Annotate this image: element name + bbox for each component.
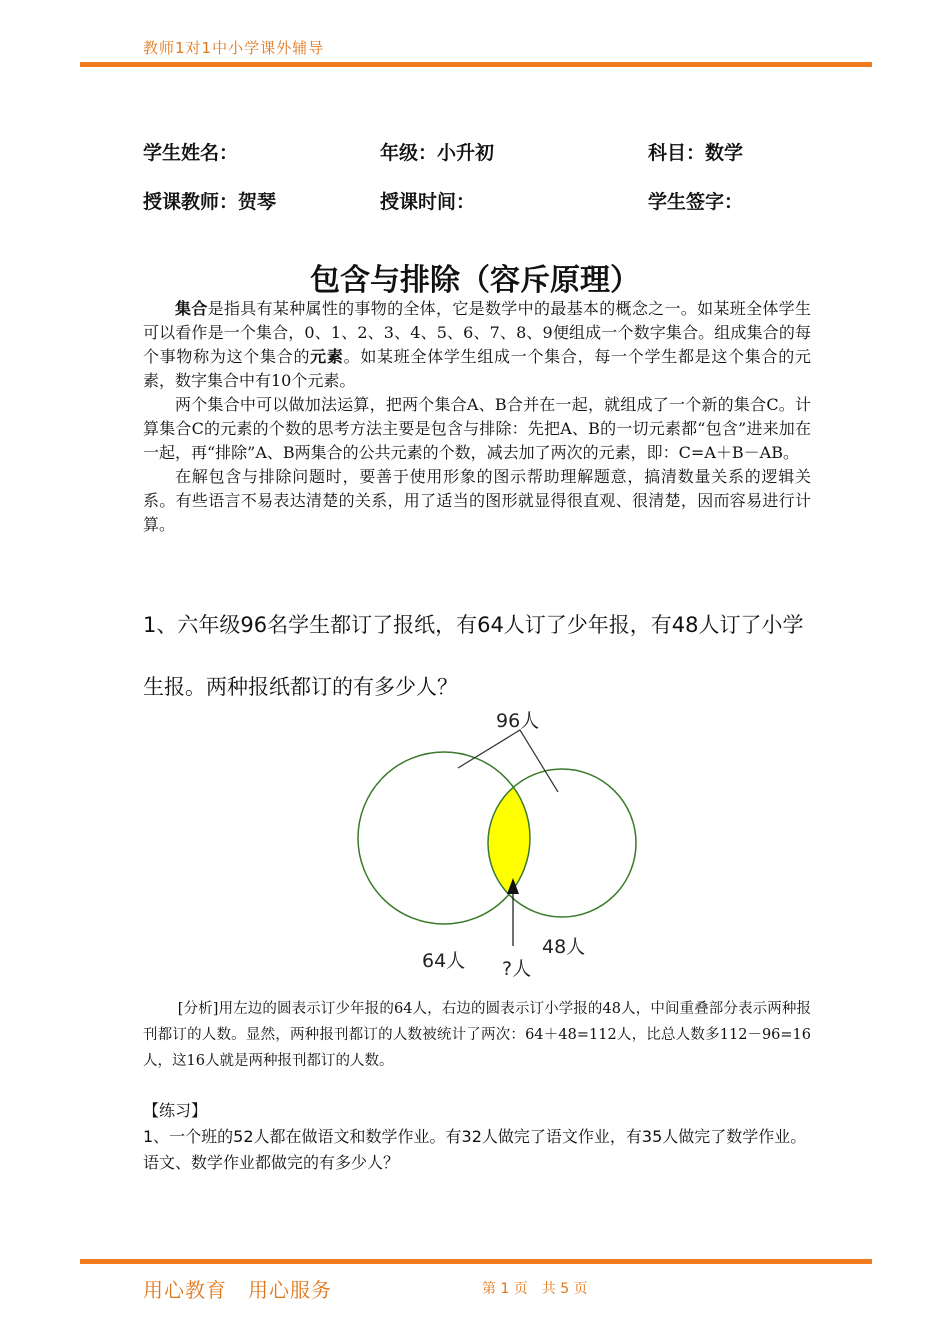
intro-paragraph-3: 在解包含与排除问题时，要善于使用形象的图示帮助理解题意，搞清数量关系的逻辑关系。有些语言不易表达清楚的关系，用了适当的图形就显得很直观、很清楚，因而容易进行计算。 bbox=[143, 467, 811, 534]
practice-heading: 【练习】 bbox=[143, 1101, 208, 1120]
term-element: 元素 bbox=[310, 347, 344, 366]
student-name-field: 学生姓名： bbox=[143, 142, 239, 164]
grade-field: 年级：小升初 bbox=[380, 142, 495, 164]
header-text: 教师1对1中小学课外辅导 bbox=[143, 39, 325, 57]
teacher-field: 授课教师：贺琴 bbox=[143, 191, 277, 213]
header-rule bbox=[80, 62, 872, 67]
term-set: 集合 bbox=[175, 299, 208, 318]
venn-diagram bbox=[340, 700, 650, 985]
problem-1: 1、六年级96名学生都订了报纸，有64人订了少年报，有48人订了小学生报。两种报纸都订的有多少人？ bbox=[143, 613, 804, 699]
practice-section bbox=[143, 1098, 811, 1176]
time-field: 授课时间： bbox=[380, 191, 476, 213]
practice-question-1: 1、一个班的52人都在做语文和数学作业。有32人做完了语文作业，有35人做完了数学作业。语文、数学作业都做完的有多少人？ bbox=[143, 1127, 807, 1172]
right-circle-label: 48人 bbox=[542, 936, 586, 958]
total-label: 96人 bbox=[496, 710, 540, 732]
analysis-text bbox=[143, 996, 811, 1074]
intro-p1-text-a: 是指具有某种属性的事物的全体，它是数学中的最基本的概念之一。如某班全体学生可以看作是一个集合，0、1、2、3、4、5、6、7、8、9便组成一个数字集合。组成集合的每个事物称为这个集合的 bbox=[143, 299, 811, 366]
footer-slogan: 用心教育 用心服务 bbox=[143, 1278, 332, 1302]
intro-paragraph-2: 两个集合中可以做加法运算，把两个集合A、B合并在一起，就组成了一个新的集合C。计算集合C的元素的个数的思考方法主要是包含与排除：先把A、B的一切元素都“包含”进来加在一起，再“排除”A、B两集合的公共元素的个数，减去加了两次的元素，即：C=A＋B－AB。 bbox=[143, 395, 811, 462]
intro-paragraph-1 bbox=[143, 297, 811, 393]
page-title: 包含与排除（容斥原理） bbox=[310, 263, 640, 298]
subject-field: 科目：数学 bbox=[648, 142, 744, 164]
intro-p1-text-b: 。如某班全体学生组成一个集合，每一个学生都是这个集合的元素，数字集合中有10个元素。 bbox=[143, 347, 811, 390]
footer-rule bbox=[80, 1259, 872, 1264]
overlap-label: ?人 bbox=[502, 958, 532, 980]
page-number: 第 1 页 共 5 页 bbox=[482, 1281, 588, 1297]
intro-text bbox=[143, 297, 811, 537]
left-circle-label: 64人 bbox=[422, 950, 466, 972]
signature-field: 学生签字： bbox=[648, 191, 744, 213]
total-bracket bbox=[458, 730, 558, 792]
analysis-paragraph: [分析]用左边的圆表示订少年报的64人，右边的圆表示订小学报的48人，中间重叠部分表示两种报刊都订的人数。显然，两种报刊都订的人数被统计了两次：64＋48=112人，比总人数多112－96=16人，这16人就是两种报刊都订的人数。 bbox=[143, 1001, 811, 1069]
